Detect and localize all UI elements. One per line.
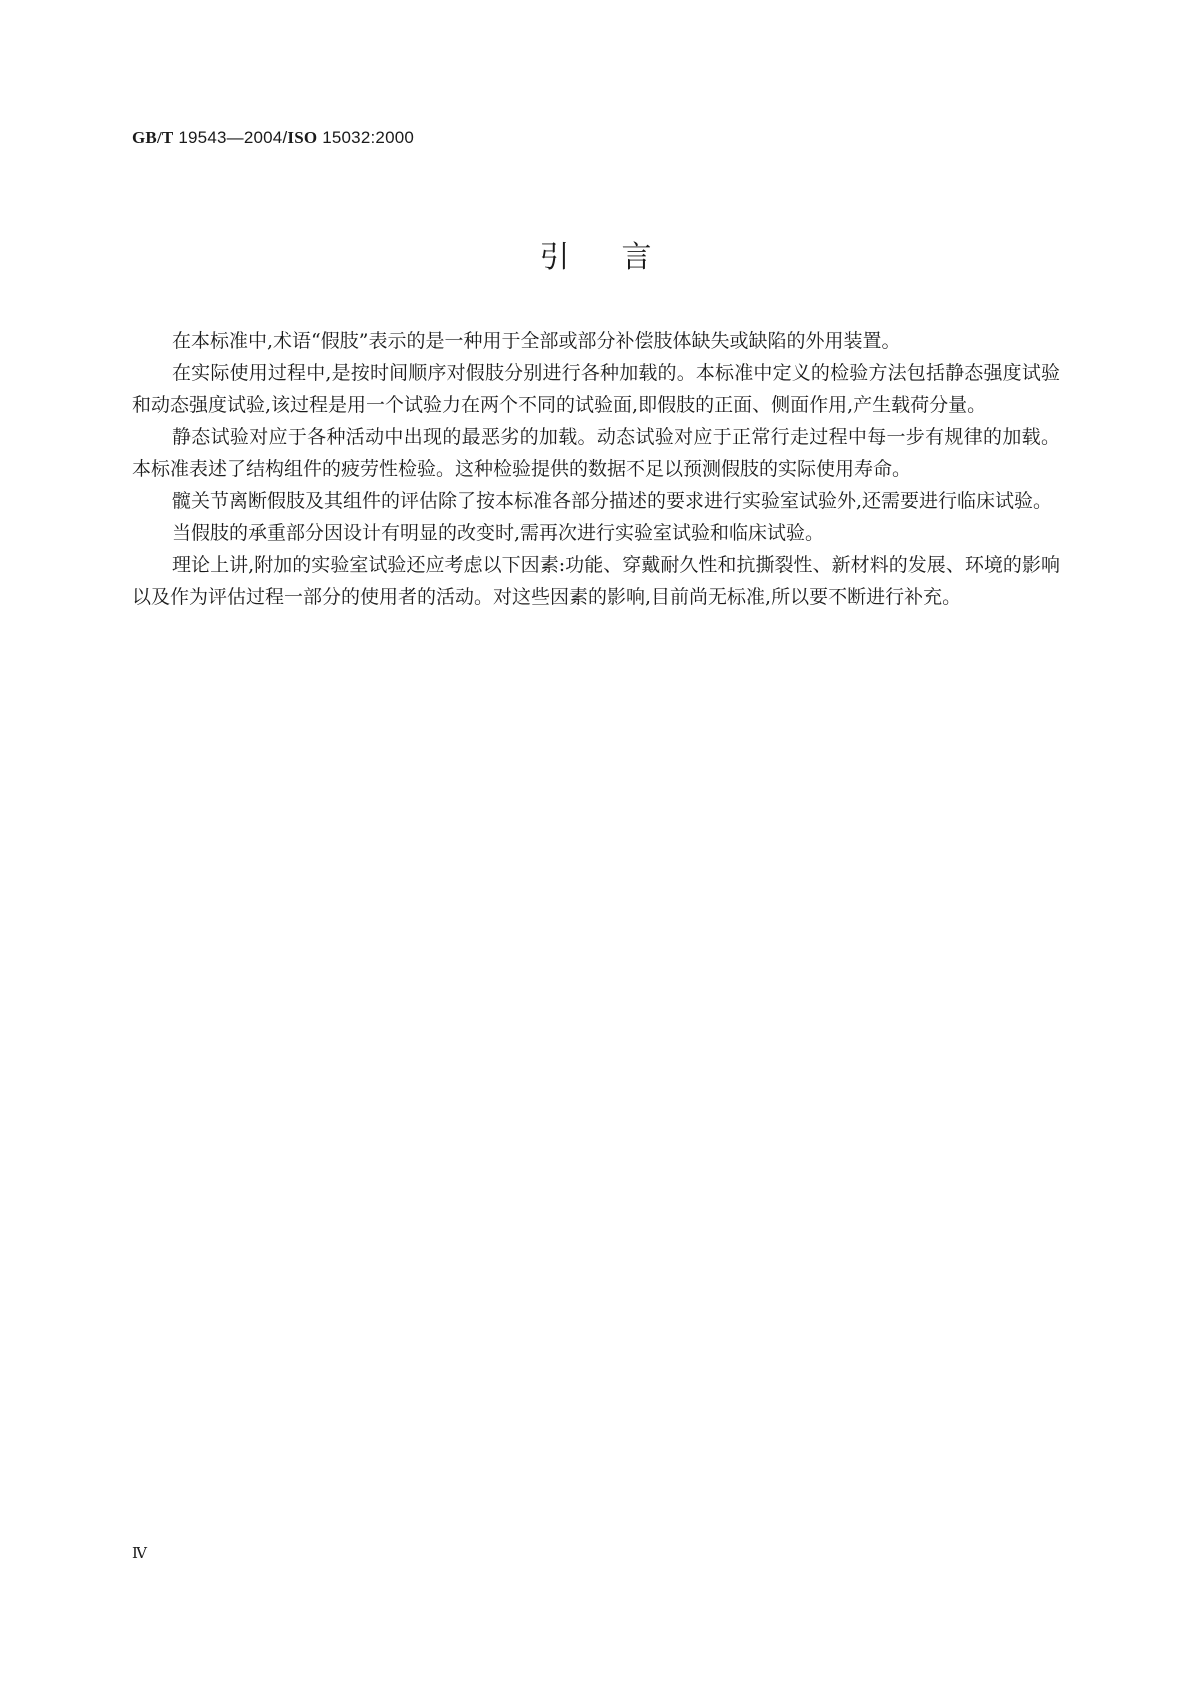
paragraph-5: 当假肢的承重部分因设计有明显的改变时,需再次进行实验室试验和临床试验。 [172,522,825,544]
introduction-body [132,325,1060,613]
paragraph-1: 在本标准中,术语“假肢”表示的是一种用于全部或部分补偿肢体缺失或缺陷的外用装置。 [172,330,901,352]
paragraph-2: 在实际使用过程中,是按时间顺序对假肢分别进行各种加载的。本标准中定义的检验方法包括静态强度试验和动态强度试验,该过程是用一个试验力在两个不同的试验面,即假肢的正面、侧面作用,产生载荷分量。 [132,362,1060,416]
standard-number-gb: 19543—2004/ [173,128,288,147]
standard-code-header [132,128,414,148]
standard-prefix-iso: ISO [287,128,318,147]
page-title: 引言 [539,240,704,275]
standard-number-iso: 15032:2000 [317,128,415,147]
standard-prefix-gbt: GB/T [132,128,174,147]
page-number: Ⅳ [132,1546,147,1562]
paragraph-3: 静态试验对应于各种活动中出现的最恶劣的加载。动态试验对应于正常行走过程中每一步有规律的加载。本标准表述了结构组件的疲劳性检验。这种检验提供的数据不足以预测假肢的实际使用寿命。 [132,426,1060,480]
paragraph-6: 理论上讲,附加的实验室试验还应考虑以下因素:功能、穿戴耐久性和抗撕裂性、新材料的发展、环境的影响以及作为评估过程一部分的使用者的活动。对这些因素的影响,目前尚无标准,所以要不断进行补充。 [132,554,1060,608]
paragraph-4: 髋关节离断假肢及其组件的评估除了按本标准各部分描述的要求进行实验室试验外,还需要进行临床试验。 [172,490,1053,512]
